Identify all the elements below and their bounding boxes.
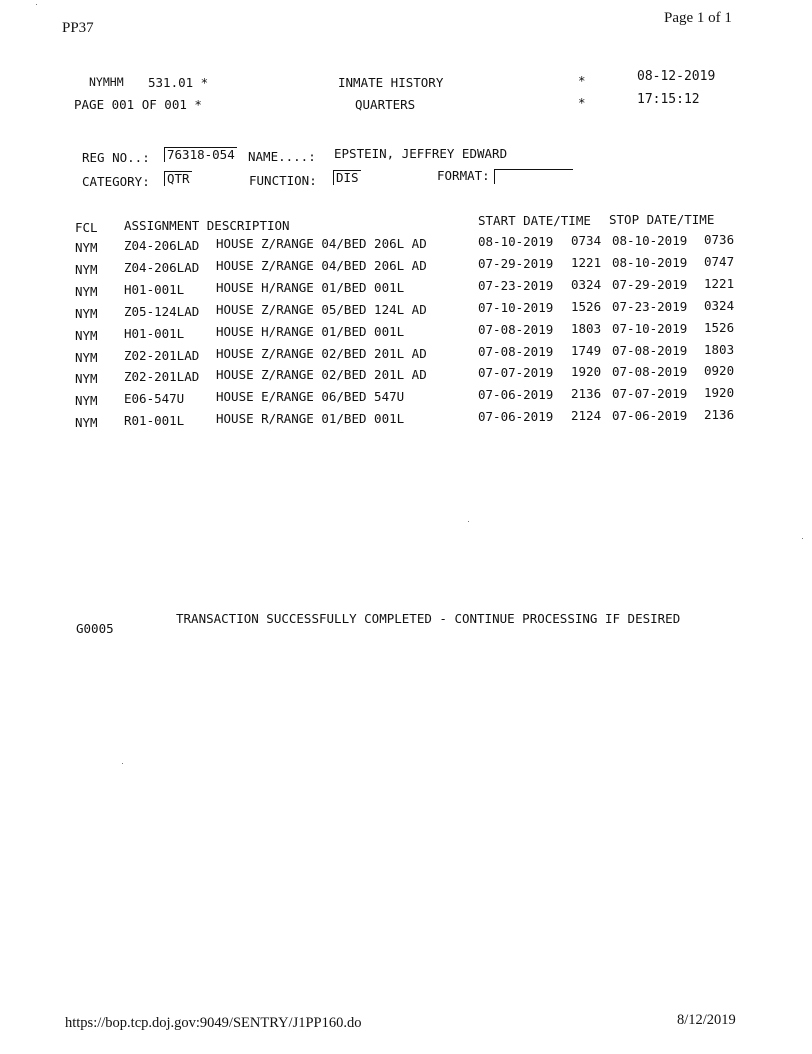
stop-time-cell: 0920 [704,363,735,379]
assignment-cell: E06-547U [124,391,185,407]
format-label [437,168,573,184]
start-time-cell: 2136 [571,386,602,402]
table-row [0,387,812,407]
description-cell: HOUSE Z/RANGE 02/BED 201L AD [216,345,427,361]
report-time: 17:15:12 [637,92,700,107]
stop-date-cell: 07-08-2019 [612,364,688,380]
table-row [0,409,812,429]
page-info: PAGE 001 OF 001 * [74,97,202,112]
system-code: NYMHM [89,75,124,89]
table-row [0,365,812,385]
stop-date-cell: 07-08-2019 [612,342,688,358]
assignment-cell: Z05-124LAD [124,303,200,319]
assignment-cell: R01-001L [124,413,185,429]
start-date-cell: 07-10-2019 [478,299,554,315]
description-cell: HOUSE R/RANGE 01/BED 001L [216,411,405,427]
stop-date-cell: 07-07-2019 [612,386,688,402]
page-label: Page 1 of 1 [664,10,732,26]
fcl-cell: NYM [75,393,98,409]
report-subtitle: QUARTERS [355,97,416,112]
reg-no-label: REG NO..: [82,150,150,165]
assignment-cell: Z04-206LAD [124,238,200,253]
start-date-cell: 07-08-2019 [478,321,554,337]
table-row [0,275,812,299]
report-title: INMATE HISTORY [338,75,444,90]
col-start: START DATE/TIME [478,213,591,228]
stop-time-cell: 1803 [704,341,735,357]
fcl-cell: NYM [75,415,98,431]
footer-url: https://bop.tcp.doj.gov:9049/SENTRY/J1PP160.do [65,1015,362,1031]
stop-date-cell: 08-10-2019 [612,233,688,248]
stop-time-cell: 1526 [704,319,735,335]
start-date-cell: 07-08-2019 [478,343,554,359]
assignment-cell: H01-001L [124,325,185,341]
stop-date-cell: 08-10-2019 [612,254,688,270]
description-cell: HOUSE H/RANGE 01/BED 001L [216,323,405,339]
format-field[interactable] [494,169,573,184]
description-cell: HOUSE Z/RANGE 04/BED 206L AD [216,236,427,251]
col-stop: STOP DATE/TIME [609,212,715,227]
category-field[interactable]: QTR [164,171,192,186]
start-time-cell: 0734 [571,233,602,248]
table-row [0,319,812,343]
fcl-cell: NYM [75,371,98,387]
scan-speck [802,538,803,539]
stop-time-cell: 1221 [704,275,735,291]
stop-time-cell: 1920 [704,385,735,401]
function-label: FUNCTION: [249,173,317,188]
start-time-cell: 1749 [571,342,602,358]
description-cell: HOUSE Z/RANGE 05/BED 124L AD [216,301,427,317]
function-field[interactable]: DIS [333,170,361,185]
fcl-cell: NYM [75,327,98,343]
stop-date-cell: 07-06-2019 [612,408,688,424]
table-row [0,341,812,365]
stop-time-cell: 2136 [704,407,735,423]
format-label-text: FORMAT: [437,168,490,183]
status-code: G0005 [76,621,114,636]
footer-date: 8/12/2019 [677,1012,736,1028]
fcl-cell: NYM [75,283,98,299]
fcl-cell: NYM [75,261,98,277]
col-fcl: FCL [75,220,98,235]
stop-date-cell: 07-29-2019 [612,276,688,292]
fcl-cell: NYM [75,240,98,255]
start-date-cell: 07-29-2019 [478,255,554,271]
col-assignment-description: ASSIGNMENT DESCRIPTION [124,218,290,233]
assignment-cell: Z04-206LAD [124,259,200,275]
form-id: PP37 [62,20,94,36]
reg-no-field[interactable]: 76318-054 [164,147,237,162]
assignment-cell: Z02-201LAD [124,347,200,363]
start-time-cell: 2124 [571,408,602,424]
start-time-cell: 1920 [571,364,602,380]
start-time-cell: 1526 [571,298,602,314]
description-cell: HOUSE E/RANGE 06/BED 547U [216,389,405,405]
report-date: 08-12-2019 [637,69,716,84]
assignment-cell: Z02-201LAD [124,369,200,385]
start-date-cell: 08-10-2019 [478,234,554,249]
stop-time-cell: 0736 [704,232,735,247]
status-message: TRANSACTION SUCCESSFULLY COMPLETED - CONTINUE PROCESSING IF DESIRED [176,611,681,626]
description-cell: HOUSE H/RANGE 01/BED 001L [216,279,405,295]
start-time-cell: 0324 [571,276,602,292]
start-date-cell: 07-06-2019 [478,387,554,403]
stop-time-cell: 0747 [704,253,735,269]
start-time-cell: 1803 [571,320,602,336]
name-label: NAME....: [248,149,316,164]
report-version: 531.01 * [148,75,209,90]
star-marker: * [578,73,586,88]
fcl-cell: NYM [75,305,98,321]
table-row [0,234,812,254]
star-marker: * [578,95,586,110]
start-date-cell: 07-23-2019 [478,277,554,293]
start-time-cell: 1221 [571,254,602,270]
stop-date-cell: 07-10-2019 [612,320,688,336]
category-label: CATEGORY: [82,174,150,189]
assignment-cell: H01-001L [124,281,185,297]
scan-speck [468,521,469,522]
stop-date-cell: 07-23-2019 [612,298,688,314]
inmate-name: EPSTEIN, JEFFREY EDWARD [334,146,508,161]
description-cell: HOUSE Z/RANGE 04/BED 206L AD [216,257,427,273]
start-date-cell: 07-06-2019 [478,409,554,425]
scan-speck [36,4,37,5]
fcl-cell: NYM [75,349,98,365]
scan-speck [122,763,123,764]
stop-time-cell: 0324 [704,297,735,313]
description-cell: HOUSE Z/RANGE 02/BED 201L AD [216,367,427,383]
table-row [0,297,812,321]
start-date-cell: 07-07-2019 [478,365,554,381]
table-row [0,253,812,277]
